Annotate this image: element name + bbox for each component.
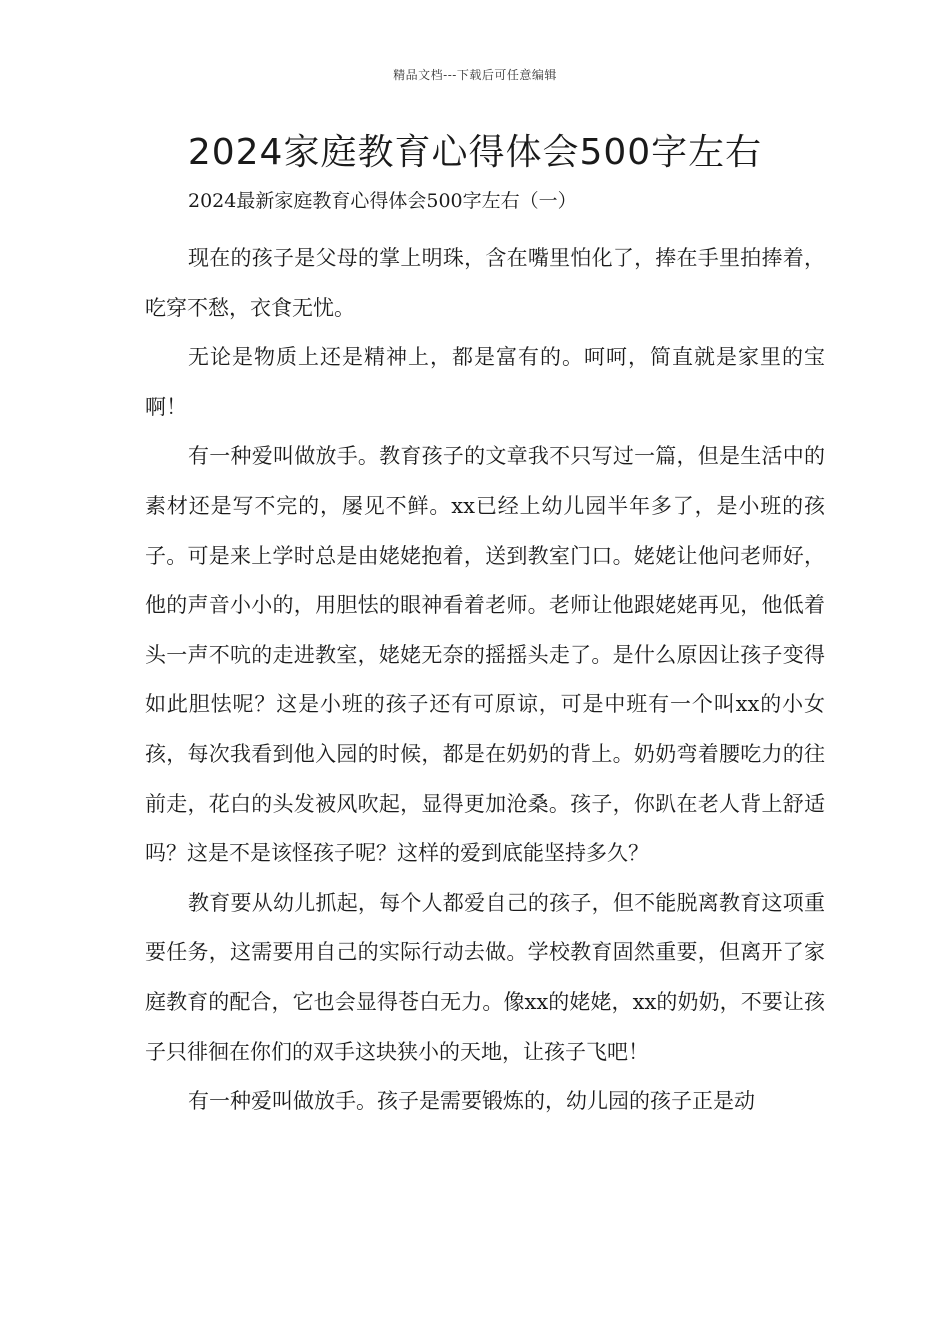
document-title: 2024家庭教育心得体会500字左右	[187, 132, 763, 173]
paragraph: 有一种爱叫做放手。教育孩子的文章我不只写过一篇，但是生活中的素材还是写不完的，屡见不鲜。xx已经上幼儿园半年多了，是小班的孩子。可是来上学时总是由姥姥抱着，送到教室门口。姥姥让他问老师好，他的声音小小的，用胆怯的眼神看着老师。老师让他跟姥姥再见，他低着头一声不吭的走进教室，姥姥无奈的摇摇头走了。是什么原因让孩子变得如此胆怯呢？这是小班的孩子还有可原谅，可是中班有一个叫xx的小女孩，每次我看到他入园的时候，都是在奶奶的背上。奶奶弯着腰吃力的往前走，花白的头发被风吹起，显得更加沧桑。孩子，你趴在老人背上舒适吗？这是不是该怪孩子呢？这样的爱到底能坚持多久？	[145, 444, 825, 866]
paragraph: 现在的孩子是父母的掌上明珠，含在嘴里怕化了，捧在手里拍捧着，吃穿不愁，衣食无忧。	[145, 246, 825, 320]
document-subtitle: 2024最新家庭教育心得体会500字左右（一）	[188, 190, 577, 212]
header-note: 精品文档---下载后可任意编辑	[393, 68, 557, 82]
document-body	[145, 234, 825, 1127]
paragraph: 无论是物质上还是精神上，都是富有的。呵呵，简直就是家里的宝啊！	[145, 345, 825, 419]
paragraph: 有一种爱叫做放手。孩子是需要锻炼的，幼儿园的孩子正是动	[188, 1089, 755, 1114]
paragraph: 教育要从幼儿抓起，每个人都爱自己的孩子，但不能脱离教育这项重要任务，这需要用自己的实际行动去做。学校教育固然重要，但离开了家庭教育的配合，它也会显得苍白无力。像xx的姥姥，xx的奶奶，不要让孩子只徘徊在你们的双手这块狭小的天地，让孩子飞吧！	[145, 890, 825, 1064]
